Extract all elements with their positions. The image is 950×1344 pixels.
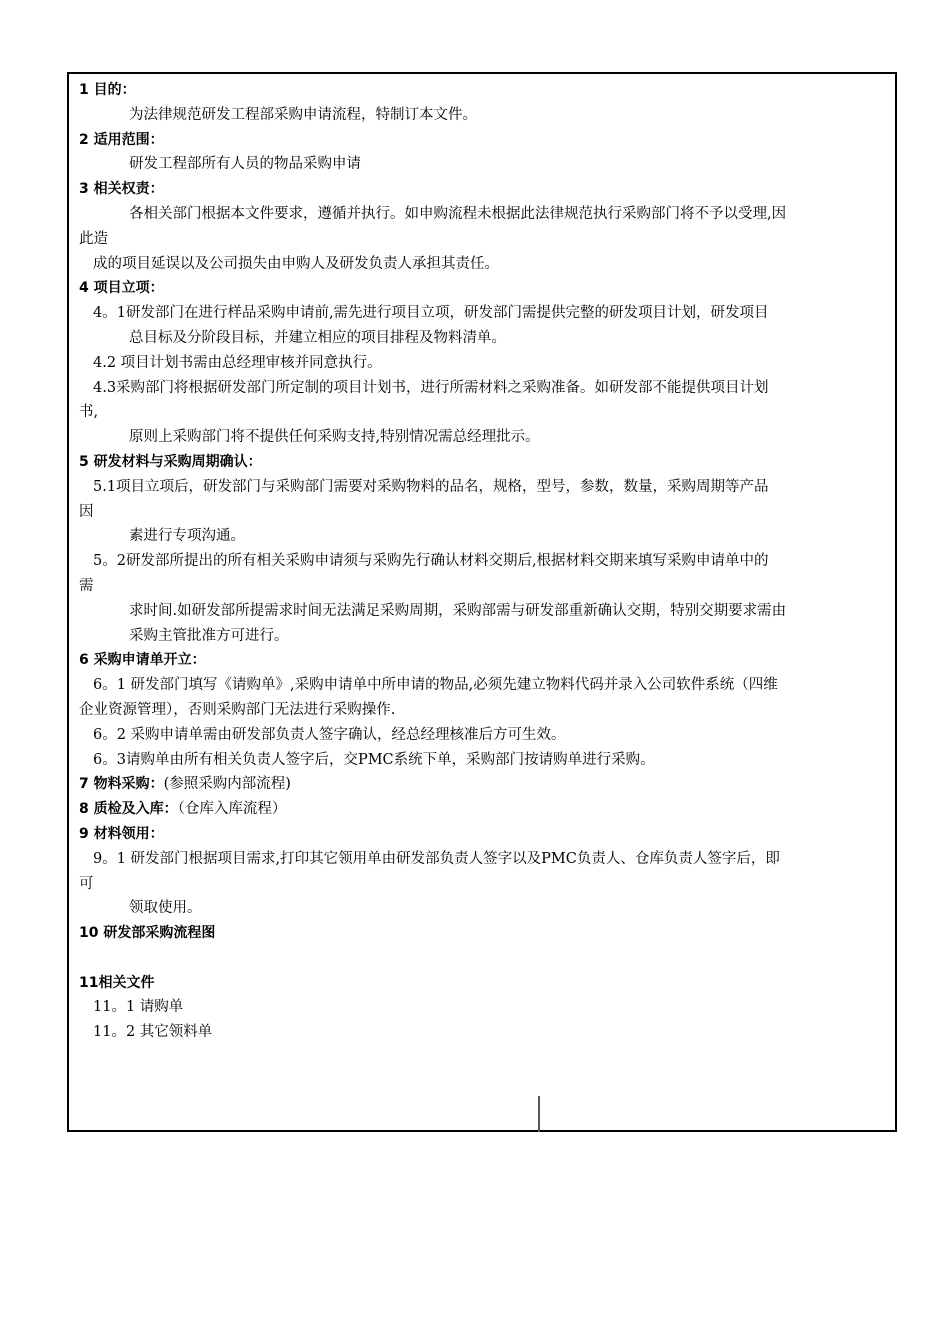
paragraph: 书, — [79, 404, 99, 421]
paragraph: 4。1研发部门在进行样品采购申请前,需先进行项目立项，研发部门需提供完整的研发项目计划，研发项目 — [93, 305, 769, 322]
paragraph: 需 — [79, 577, 94, 594]
section-title: 9 材料领用： — [79, 825, 164, 842]
section-title: 3 相关权责： — [79, 181, 164, 198]
paragraph: 4.2 项目计划书需由总经理审核并同意执行。 — [93, 354, 382, 371]
column-divider — [538, 1096, 540, 1132]
paragraph: 此造 — [79, 230, 108, 247]
paragraph: 6。1 研发部门填写《请购单》,采购申请单中所申请的物品,必须先建立物料代码并录入公司软件系统（四维 — [93, 677, 778, 694]
list-item: 11。1 请购单 — [93, 999, 184, 1016]
section-title: 2 适用范围： — [79, 131, 164, 148]
paragraph: 总目标及分阶段目标，并建立相应的项目排程及物料清单。 — [129, 329, 506, 346]
section-title: 10 研发部采购流程图 — [79, 925, 216, 942]
paragraph: 4.3采购部门将根据研发部门所定制的项目计划书，进行所需材料之采购准备。如研发部不能提供项目计划 — [93, 379, 769, 396]
paragraph: 9。1 研发部门根据项目需求,打印其它领用单由研发部负责人签字以及PMC负责人、仓库负责人签字后，即 — [93, 850, 780, 867]
section-title: 4 项目立项： — [79, 280, 164, 297]
paragraph: 研发工程部所有人员的物品采购申请 — [129, 156, 361, 173]
document-body — [79, 78, 887, 1045]
paragraph: 因 — [79, 503, 94, 520]
paragraph: 领取使用。 — [129, 900, 202, 917]
section-row — [79, 797, 887, 822]
paragraph: 素进行专项沟通。 — [129, 528, 245, 545]
section-title: 5 研发材料与采购周期确认： — [79, 453, 262, 470]
paragraph: 求时间.如研发部所提需求时间无法满足采购周期，采购部需与研发部重新确认交期，特别交期要求需由 — [129, 602, 787, 619]
paragraph: 成的项目延误以及公司损失由申购人及研发负责人承担其责任。 — [93, 255, 499, 272]
section-title: 7 物料采购： — [79, 776, 164, 793]
section-row — [79, 772, 887, 797]
section-note: (参照采购内部流程) — [163, 776, 291, 793]
section-note: （仓库入库流程） — [177, 801, 287, 818]
paragraph: 为法律规范研发工程部采购申请流程，特制订本文件。 — [129, 106, 477, 123]
paragraph: 可 — [79, 875, 94, 892]
section-title: 1 目的： — [79, 82, 136, 98]
section-title: 8 质检及入库： — [79, 801, 178, 818]
paragraph: 6。3请购单由所有相关负责人签字后，交PMC系统下单，采购部门按请购单进行采购。 — [93, 751, 655, 768]
spacer — [79, 946, 887, 971]
paragraph: 企业资源管理），否则采购部门无法进行采购操作. — [79, 701, 396, 718]
paragraph: 5.1项目立项后，研发部门与采购部门需要对采购物料的品名，规格，型号，参数，数量，采购周期等产品 — [93, 478, 769, 495]
paragraph: 原则上采购部门将不提供任何采购支持,特别情况需总经理批示。 — [129, 429, 540, 446]
paragraph: 5。2研发部所提出的所有相关采购申请须与采购先行确认材料交期后,根据材料交期来填写采购申请单中的 — [93, 553, 769, 570]
paragraph: 各相关部门根据本文件要求，遵循并执行。如申购流程未根据此法律规范执行采购部门将不予以受理,因 — [129, 205, 787, 222]
paragraph: 采购主管批准方可进行。 — [129, 627, 289, 644]
document-frame — [67, 72, 897, 1132]
section-title: 11相关文件 — [79, 974, 155, 991]
list-item: 11。2 其它领料单 — [93, 1024, 213, 1041]
paragraph: 6。2 采购申请单需由研发部负责人签字确认，经总经理核准后方可生效。 — [93, 726, 566, 743]
section-title: 6 采购申请单开立： — [79, 652, 206, 669]
